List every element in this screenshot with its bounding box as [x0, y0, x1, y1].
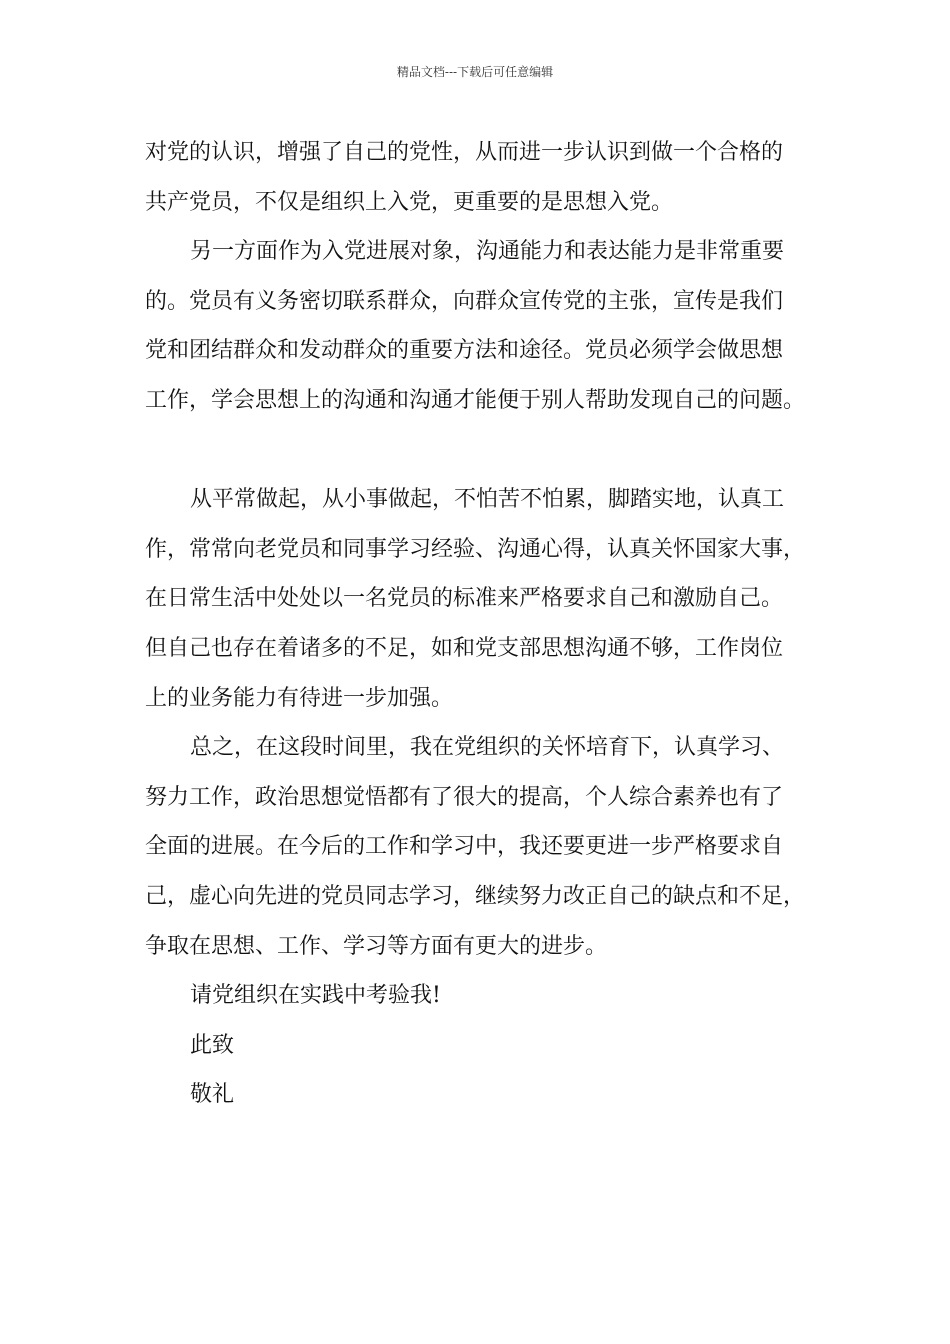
- page-header: 精品文档---下载后可任意编辑: [396, 65, 554, 79]
- text-line: 己，虚心向先进的党员同志学习，继续努力改正自己的缺点和不足，: [145, 883, 806, 909]
- closing-regards: 敬礼: [190, 1082, 235, 1108]
- text-line: 对党的认识，增强了自己的党性，从而进一步认识到做一个合格的: [145, 140, 784, 165]
- text-line: 共产党员，不仅是组织上入党，更重要的是思想入党。: [145, 189, 674, 215]
- paragraph-4: [145, 723, 835, 971]
- text-line: 全面的进展。在今后的工作和学习中，我还要更进一步严格要求自: [145, 834, 784, 860]
- document-body: [145, 128, 835, 1120]
- paragraph-1: [145, 128, 835, 227]
- text-line: 上的业务能力有待进一步加强。: [145, 685, 454, 711]
- text-line: 党和团结群众和发动群众的重要方法和途径。党员必须学会做思想: [145, 338, 784, 364]
- text-line: 但自己也存在着诸多的不足，如和党支部思想沟通不够，工作岗位: [145, 635, 784, 661]
- paragraph-2: [145, 227, 835, 425]
- text-line: 努力工作，政治思想觉悟都有了很大的提高，个人综合素养也有了: [145, 784, 784, 810]
- text-line: 总之，在这段时间里，我在党组织的关怀培育下，认真学习、: [190, 735, 785, 761]
- text-line: 争取在思想、工作、学习等方面有更大的进步。: [145, 933, 608, 959]
- text-line: 从平常做起，从小事做起，不怕苦不怕累，脚踏实地，认真工: [190, 487, 785, 513]
- closing-block: [145, 971, 835, 1120]
- paragraph-spacer: [145, 426, 835, 476]
- text-line: 作，常常向老党员和同事学习经验、沟通心得，认真关怀国家大事，: [145, 536, 806, 562]
- text-line: 在日常生活中处处以一名党员的标准来严格要求自己和激励自己。: [145, 586, 784, 612]
- paragraph-3: [145, 475, 835, 723]
- text-line: 工作，学会思想上的沟通和沟通才能便于别人帮助发现自己的问题。: [145, 387, 806, 413]
- text-line: 另一方面作为入党进展对象，沟通能力和表达能力是非常重要: [190, 239, 785, 265]
- text-line: 的。党员有义务密切联系群众，向群众宣传党的主张，宣传是我们: [145, 288, 784, 314]
- closing-request: 请党组织在实践中考验我!: [190, 983, 441, 1009]
- closing-salutation: 此致: [190, 1032, 235, 1058]
